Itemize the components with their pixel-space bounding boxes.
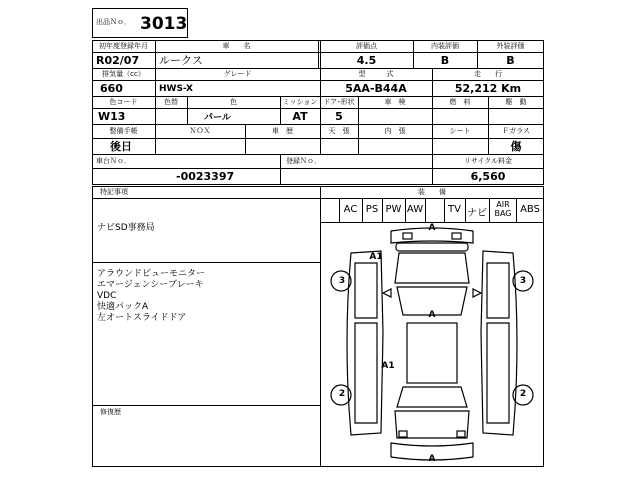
score-label: 評価点 — [356, 42, 377, 50]
color-change-label: 色替 — [164, 98, 178, 106]
transmission-label: ミッション — [282, 98, 318, 106]
lot-number-label: 出品Ｎｏ． — [96, 18, 131, 26]
color-code-value: W13 — [98, 110, 126, 123]
chassis-value: -0023397 — [176, 170, 235, 183]
equip-tv: TV — [448, 204, 461, 215]
mark-front: A — [428, 223, 436, 233]
doors-value: 5 — [335, 110, 343, 123]
car-diagram — [321, 223, 543, 466]
lot-number: 3013 — [140, 14, 188, 34]
color-value: パール — [204, 113, 231, 123]
displacement-value: 660 — [100, 82, 123, 95]
reg-date-value: R02/07 — [96, 54, 140, 67]
equipment-header: 装 備 — [418, 188, 446, 196]
displacement-label: 排気量（cc） — [102, 70, 145, 78]
recycle-value: 6,560 — [470, 170, 506, 183]
model-label: 型 式 — [358, 70, 394, 78]
registration-label: 登録Ｎｏ． — [286, 157, 321, 165]
note-item: アラウンドビューモニター — [97, 269, 206, 279]
glass-label: Ｆガラス — [502, 127, 530, 135]
seat-label: シート — [449, 127, 471, 135]
manual-value: 後日 — [110, 140, 132, 153]
inspection-label: 車 検 — [384, 98, 406, 106]
car-name-value: ルークス — [159, 54, 203, 67]
drive-label: 駆 動 — [505, 98, 527, 106]
notes-header: 特記事項 — [100, 188, 128, 196]
equip-abs: ABS — [520, 204, 540, 215]
interior-score-value: B — [440, 54, 450, 67]
mark-right-front-door: 3 — [519, 276, 527, 286]
car-name-label: 車 名 — [222, 42, 251, 50]
equip-airbag: AIR BAG — [494, 200, 512, 218]
model-value: 5AA-B44A — [345, 82, 407, 95]
note-item: 左オートスライドドア — [97, 313, 187, 323]
note-item: ナビSD事務局 — [97, 223, 155, 233]
glass-value: 傷 — [510, 140, 522, 153]
mark-left-front-door: 3 — [338, 276, 346, 286]
exterior-score-label: 外装評価 — [496, 42, 525, 50]
mileage-value: 52,212 Km — [454, 82, 522, 95]
repair-history-label: 修復歴 — [100, 408, 121, 416]
note-item: エマージェンシーブレーキ — [97, 280, 204, 290]
mark-left-rear-door: 2 — [338, 389, 346, 399]
mark-roof: A — [428, 310, 436, 320]
mark-left-rear: A1 — [381, 361, 395, 371]
color-label: 色 — [230, 98, 237, 106]
color-code-label: 色コード — [109, 98, 138, 106]
recycle-label: リサイクル料金 — [463, 157, 513, 165]
ceiling-label: 天 張 — [328, 127, 350, 135]
equip-aw: AW — [406, 204, 424, 215]
nox-label: ＮＯＸ — [189, 127, 211, 135]
reg-date-label: 初年度登録年月 — [99, 42, 148, 50]
exterior-score-value: B — [506, 54, 515, 67]
interior-score-label: 内装評価 — [431, 42, 459, 50]
transmission-value: AT — [292, 110, 308, 123]
grade-value: HWS-X — [159, 84, 193, 94]
equip-navi: ナビ — [467, 208, 487, 219]
note-item: 快適パックA — [97, 302, 149, 312]
equip-ps: PS — [365, 204, 379, 215]
mark-right-rear-door: 2 — [519, 389, 527, 399]
manual-label: 整備手帳 — [109, 127, 138, 135]
interior-trim-label: 内 張 — [384, 127, 406, 135]
score-value: 4.5 — [356, 54, 377, 67]
chassis-label: 車台Ｎｏ． — [96, 157, 131, 165]
mark-left-front: A1 — [369, 252, 383, 262]
equip-ac: AC — [343, 204, 358, 215]
mark-rear: A — [428, 454, 436, 464]
fuel-label: 燃 料 — [449, 98, 471, 106]
history-label: 車 歴 — [272, 127, 293, 135]
equip-pw: PW — [385, 204, 402, 215]
grade-label: グレード — [223, 70, 252, 78]
doors-label: ドア･形状 — [323, 98, 355, 106]
note-item: VDC — [97, 291, 117, 301]
mileage-label: 走 行 — [474, 70, 502, 78]
